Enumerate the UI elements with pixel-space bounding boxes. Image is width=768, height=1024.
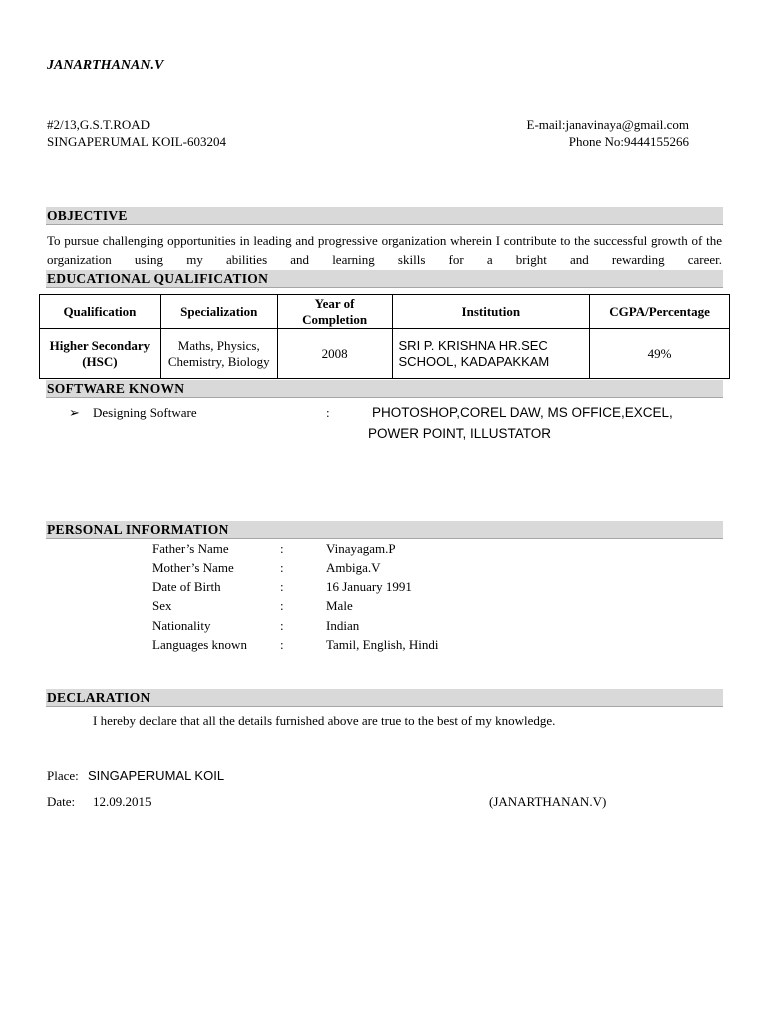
year-cell: 2008	[277, 329, 392, 379]
percentage-cell: 49%	[590, 329, 730, 379]
institution-cell: SRI P. KRISHNA HR.SEC SCHOOL, KADAPAKKAM	[392, 329, 590, 379]
personal-label: Sex	[152, 598, 172, 613]
date-value: 12.09.2015	[93, 794, 152, 809]
candidate-name: JANARTHANAN.V	[47, 58, 164, 73]
personal-heading: PERSONAL INFORMATION	[47, 522, 229, 537]
column-header: Specialization	[160, 295, 277, 329]
education-heading: EDUCATIONAL QUALIFICATION	[47, 271, 269, 286]
bullet-arrow-icon: ➢	[69, 405, 80, 420]
declaration-heading-band	[46, 689, 723, 707]
education-table	[39, 294, 730, 379]
signature-name: (JANARTHANAN.V)	[489, 794, 607, 809]
place-value: SINGAPERUMAL KOIL	[88, 768, 225, 783]
personal-value: Ambiga.V	[326, 560, 381, 575]
personal-value: Vinayagam.P	[326, 541, 396, 556]
personal-separator: :	[280, 598, 284, 613]
software-value-line-1: PHOTOSHOP,COREL DAW, MS OFFICE,EXCEL,	[372, 405, 673, 420]
phone: Phone No:9444155266	[568, 134, 689, 149]
specialization-cell: Maths, Physics, Chemistry, Biology	[160, 329, 277, 379]
personal-label: Mother’s Name	[152, 560, 234, 575]
education-heading-band	[46, 270, 723, 288]
personal-label: Date of Birth	[152, 579, 221, 594]
qualification-cell: Higher Secondary (HSC)	[40, 329, 161, 379]
table-row	[40, 329, 730, 379]
software-heading-band	[46, 380, 723, 398]
personal-value: Tamil, English, Hindi	[326, 637, 439, 652]
software-item-label: Designing Software	[93, 405, 197, 420]
personal-value: Indian	[326, 618, 360, 633]
personal-label: Nationality	[152, 618, 211, 633]
software-separator: :	[326, 405, 330, 420]
email: E-mail:janavinaya@gmail.com	[526, 117, 689, 132]
table-header-row	[40, 295, 730, 329]
column-header: Qualification	[40, 295, 161, 329]
column-header: CGPA/Percentage	[590, 295, 730, 329]
personal-value: Male	[326, 598, 353, 613]
objective-heading-band	[46, 207, 723, 225]
software-value-line-2: POWER POINT, ILLUSTATOR	[368, 426, 552, 441]
personal-separator: :	[280, 541, 284, 556]
personal-separator: :	[280, 579, 284, 594]
place-label: Place:	[47, 768, 79, 783]
column-header: Year of Completion	[277, 295, 392, 329]
address-line-2: SINGAPERUMAL KOIL-603204	[47, 134, 226, 149]
declaration-heading: DECLARATION	[47, 690, 151, 705]
personal-heading-band	[46, 521, 723, 539]
address-line-1: #2/13,G.S.T.ROAD	[47, 117, 151, 132]
personal-separator: :	[280, 637, 284, 652]
objective-text: To pursue challenging opportunities in leading and progressive organization wherein I contribute to the successful growth of the organization using my abilities and learning skills for a bright and rewarding career.	[47, 233, 722, 267]
personal-label: Languages known	[152, 637, 247, 652]
column-header: Institution	[392, 295, 590, 329]
date-label: Date:	[47, 794, 76, 809]
personal-label: Father’s Name	[152, 541, 229, 556]
personal-separator: :	[280, 560, 284, 575]
personal-value: 16 January 1991	[326, 579, 412, 594]
declaration-text: I hereby declare that all the details furnished above are true to the best of my knowledge.	[93, 713, 556, 728]
software-heading: SOFTWARE KNOWN	[47, 381, 185, 396]
objective-heading: OBJECTIVE	[47, 208, 128, 223]
personal-separator: :	[280, 618, 284, 633]
